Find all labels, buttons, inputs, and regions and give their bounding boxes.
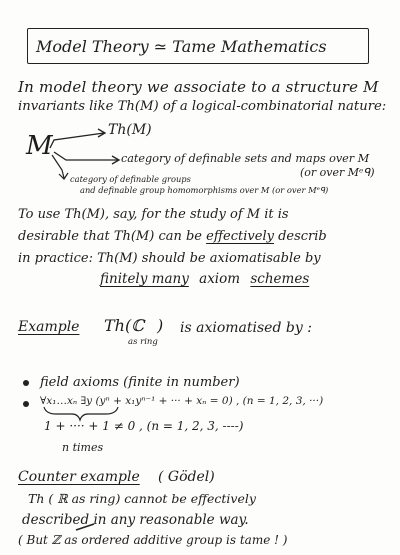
counter-line-1: Th ( ℝ as ring) cannot be effectively xyxy=(28,491,256,506)
is-axiomatised-text: is axiomatised by : xyxy=(180,320,312,336)
finitely-many-text: finitely many xyxy=(100,271,189,287)
schemes-text: schemes xyxy=(250,271,310,287)
th-c-close: ) xyxy=(157,316,164,335)
use-line-1: To use Th(M), say, for the study of M it is xyxy=(18,207,289,222)
th-label: Th(M) xyxy=(108,122,152,138)
bullet-roots-axiom: ∀x₁…xₙ ∃y (yⁿ + x₁yⁿ⁻¹ + ··· + xₙ = 0) , (n = 1, 2, 3, ···) xyxy=(40,395,324,407)
category-groups-label-2: and definable group homomorphisms over M (or over Mᵉᑫ) xyxy=(80,185,329,195)
example-label: Example xyxy=(18,319,80,335)
use-line-2-pre: desirable that Th(M) can be xyxy=(18,229,202,244)
use-line-4 xyxy=(100,273,309,287)
use-line-2-post: describ xyxy=(278,229,327,244)
effectively-text: effectively xyxy=(206,229,274,244)
axiom-text: axiom xyxy=(199,271,241,287)
counter-line-3: ( But ℤ as ordered additive group is tame ! ) xyxy=(18,533,288,547)
as-ring-subscript: as ring xyxy=(128,337,158,347)
intro-line-1: In model theory we associate to a structure M xyxy=(18,78,379,96)
bullet-field-axioms: field axioms (finite in number) xyxy=(40,375,240,390)
category-sets-label: category of definable sets and maps over M xyxy=(121,152,370,165)
use-line-2 xyxy=(18,230,327,243)
use-line-3: in practice: Th(M) should be axiomatisable by xyxy=(18,251,321,266)
godel-label: ( Gödel) xyxy=(158,469,215,485)
th-c-expr: Th(ℂ xyxy=(104,316,144,335)
or-over-meq-label: (or over Mᵉᑫ) xyxy=(300,166,375,179)
bullet-characteristic: 1 + ···· + 1 ≠ 0 , (n = 1, 2, 3, ----) xyxy=(44,419,244,433)
counter-example-label: Counter example xyxy=(18,469,140,485)
n-times-label: n times xyxy=(62,441,104,454)
intro-line-2: invariants like Th(M) of a logical-combinatorial nature: xyxy=(18,99,387,114)
counter-line-2: described in any reasonable way. xyxy=(22,512,249,528)
category-groups-label-1: category of definable groups xyxy=(70,174,191,184)
title-box xyxy=(27,28,369,64)
page-title: Model Theory ≃ Tame Mathematics xyxy=(36,37,327,56)
m-symbol: M xyxy=(26,131,53,161)
